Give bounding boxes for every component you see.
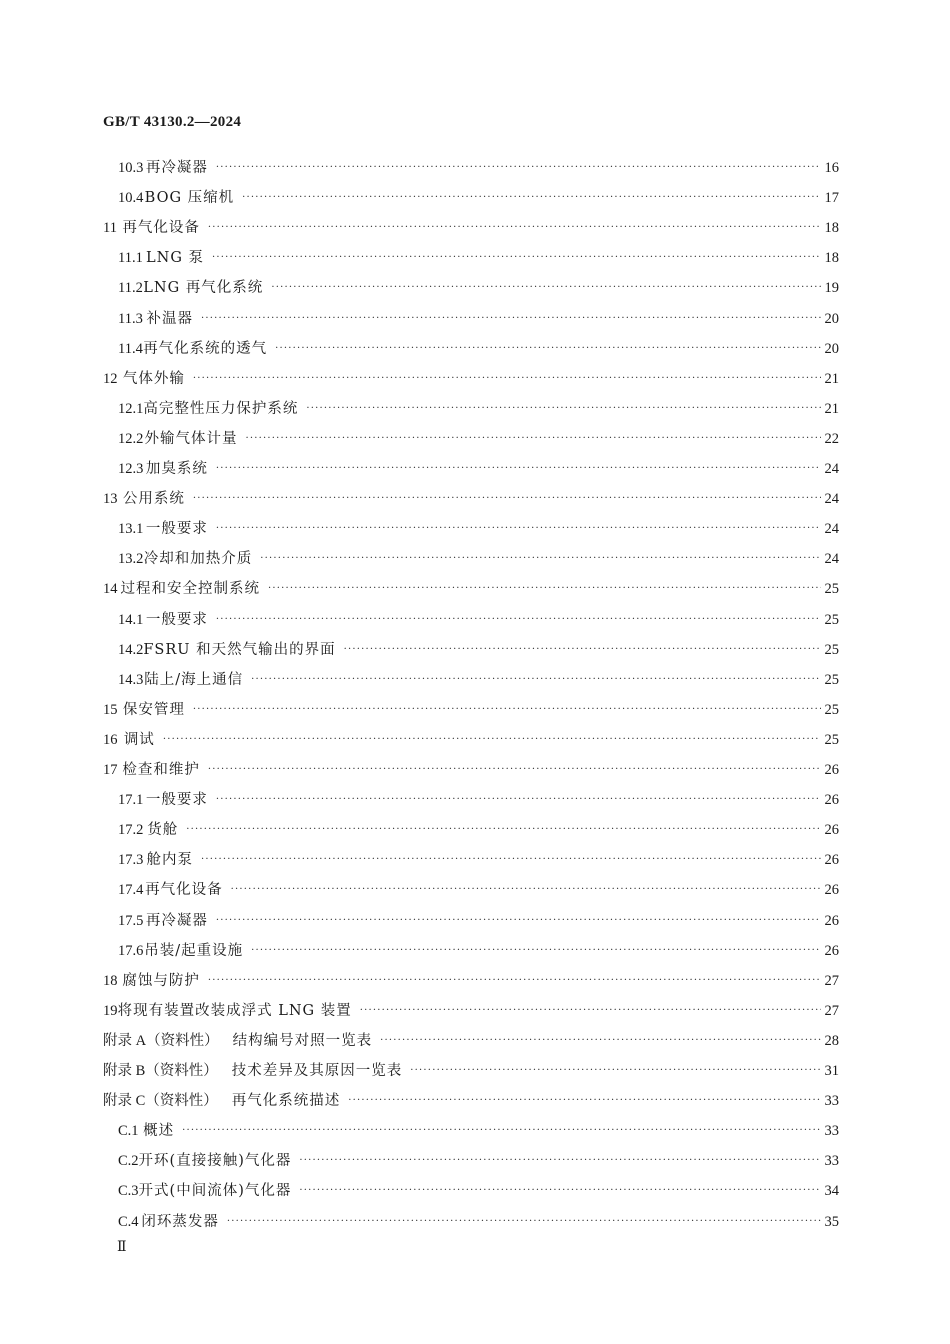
toc-leader-dots — [271, 273, 820, 303]
toc-entry-page: 24 — [824, 491, 839, 508]
toc-entry[interactable] — [118, 1146, 839, 1176]
toc-entry-number: 14.1 — [118, 611, 144, 628]
toc-entry-title: 开式(中间流体)气化器 — [138, 1183, 292, 1200]
toc-entry[interactable] — [103, 364, 839, 394]
toc-entry-number: 附录 A（资料性） — [103, 1032, 219, 1049]
toc-entry-number: 11.3 — [118, 310, 143, 327]
toc-entry-number: 13 — [103, 491, 118, 508]
toc-entry-title: 技术差异及其原因一览表 — [231, 1063, 403, 1079]
toc-entry[interactable] — [103, 725, 839, 755]
toc-leader-dots — [344, 635, 821, 665]
toc-entry-number: 18 — [103, 972, 118, 989]
toc-entry-number: 12.2 — [118, 430, 144, 447]
toc-entry-title: 保安管理 — [122, 701, 185, 718]
toc-entry-number: 15 — [103, 701, 118, 718]
toc-leader-dots — [163, 725, 820, 755]
toc-leader-dots — [268, 574, 821, 604]
toc-entry-number: 17 — [103, 762, 118, 778]
toc-entry[interactable] — [118, 304, 839, 334]
toc-entry-number: 11.4 — [118, 340, 143, 357]
toc-entry[interactable] — [118, 1176, 839, 1206]
toc-entry-title: 概述 — [143, 1123, 175, 1140]
toc-entry-title: 公用系统 — [122, 491, 185, 508]
toc-entry-page: 26 — [824, 762, 839, 778]
toc-entry[interactable] — [118, 906, 839, 936]
toc-entry-page: 24 — [824, 551, 839, 568]
toc-entry-page: 21 — [824, 370, 839, 387]
toc-entry-title: 再冷凝器 — [145, 912, 208, 929]
toc-entry-number: 12.3 — [118, 461, 144, 477]
toc-entry-number: 14 — [103, 581, 118, 598]
toc-entry[interactable] — [118, 514, 839, 544]
toc-entry[interactable] — [103, 484, 839, 514]
toc-entry-title: 货舱 — [147, 822, 179, 839]
toc-entry-number: 17.2 — [118, 822, 144, 839]
toc-entry-number: 17.1 — [118, 792, 144, 809]
toc-entry-number: 17.5 — [118, 912, 144, 929]
toc-entry[interactable] — [118, 544, 839, 574]
toc-entry-title: 外输气体计量 — [144, 430, 238, 447]
toc-entry-title: 再气化系统描述 — [231, 1093, 341, 1110]
toc-leader-dots — [245, 424, 820, 454]
toc-entry[interactable] — [118, 153, 839, 183]
toc-leader-dots — [193, 364, 821, 394]
toc-entry-page: 25 — [824, 611, 839, 628]
toc-entry-page: 33 — [824, 1153, 839, 1170]
toc-entry-number: 16 — [103, 731, 118, 748]
toc-entry-number: C.1 — [118, 1123, 139, 1140]
toc-entry-number: 10.3 — [118, 160, 144, 176]
toc-leader-dots — [275, 334, 820, 364]
toc-leader-dots — [260, 544, 820, 574]
toc-entry-number: 12.1 — [118, 400, 144, 417]
toc-entry-page: 17 — [824, 190, 839, 207]
toc-entry-number: 19 — [103, 1002, 118, 1019]
toc-leader-dots — [251, 665, 820, 695]
toc-leader-dots — [216, 153, 821, 183]
toc-entry-number: 11.2 — [118, 280, 143, 297]
toc-entry-number: 17.6 — [118, 942, 144, 959]
toc-leader-dots — [216, 906, 821, 936]
toc-entry[interactable] — [103, 213, 839, 243]
toc-leader-dots — [231, 875, 821, 905]
toc-entry-number: 10.4 — [118, 190, 144, 207]
toc-leader-dots — [182, 1116, 820, 1146]
toc-entry[interactable] — [103, 996, 839, 1026]
toc-entry-page: 25 — [824, 581, 839, 598]
toc-leader-dots — [208, 966, 821, 996]
toc-entry-title: 一般要求 — [145, 611, 208, 628]
toc-leader-dots — [216, 605, 821, 635]
toc-entry-title: 吊装/起重设施 — [144, 942, 244, 959]
toc-leader-dots — [242, 183, 820, 213]
toc-entry-number: 14.3 — [118, 671, 144, 688]
toc-leader-dots — [193, 695, 821, 725]
toc-entry-number: 13.1 — [118, 521, 144, 538]
toc-entry-title: 闭环蒸发器 — [141, 1213, 219, 1230]
toc-entry-title: 结构编号对照一览表 — [232, 1032, 373, 1049]
toc-entry[interactable] — [118, 845, 839, 875]
toc-entry-title: 再冷凝器 — [145, 160, 208, 176]
toc-entry-number: 14.2 — [118, 641, 144, 658]
toc-entry-page: 19 — [824, 280, 839, 297]
toc-leader-dots — [212, 243, 820, 273]
toc-entry-number: 附录 B（资料性） — [103, 1063, 218, 1079]
page-number: Ⅱ — [117, 1240, 127, 1255]
toc-entry[interactable] — [118, 605, 839, 635]
toc-entry-title: 检查和维护 — [122, 762, 200, 778]
toc-entry-number: 17.3 — [118, 852, 144, 869]
toc-entry-title: 一般要求 — [145, 792, 208, 809]
toc-leader-dots — [360, 996, 821, 1026]
toc-entry-number: C.4 — [118, 1213, 139, 1230]
toc-entry-page: 18 — [824, 250, 839, 267]
toc-entry-title: 腐蚀与防护 — [122, 972, 200, 989]
toc-leader-dots — [380, 1026, 820, 1056]
toc-entry[interactable] — [103, 695, 839, 725]
toc-entry-page: 25 — [824, 641, 839, 658]
toc-entry-page: 21 — [824, 400, 839, 417]
toc-entry-title: 再气化设备 — [122, 220, 200, 237]
toc-entry-page: 26 — [824, 822, 839, 839]
toc-entry-page: 26 — [824, 912, 839, 929]
toc-entry[interactable] — [118, 394, 839, 424]
toc-entry-number: 13.2 — [118, 551, 144, 568]
toc-entry[interactable] — [118, 936, 839, 966]
toc-entry-title: 舱内泵 — [146, 852, 194, 869]
toc-leader-dots — [216, 785, 821, 815]
toc-leader-dots — [299, 1176, 820, 1206]
toc-leader-dots — [208, 213, 821, 243]
toc-entry-title: 一般要求 — [145, 521, 208, 538]
toc-entry-title: 调试 — [123, 731, 155, 748]
toc-entry-title: 冷却和加热介质 — [143, 551, 253, 568]
toc-entry[interactable] — [118, 183, 839, 213]
toc-leader-dots — [251, 936, 820, 966]
toc-entry-page: 24 — [824, 461, 839, 477]
toc-entry-title: 再气化系统的透气 — [143, 340, 268, 357]
toc-entry-page: 16 — [824, 160, 839, 176]
toc-entry-title: 高完整性压力保护系统 — [143, 400, 299, 417]
toc-entry[interactable] — [103, 1086, 839, 1116]
toc-entry-title: 补温器 — [146, 310, 194, 327]
toc-leader-dots — [306, 394, 820, 424]
toc-entry-title: 将现有装置改装成浮式 LNG 装置 — [117, 1002, 352, 1019]
toc-entry-page: 27 — [824, 972, 839, 989]
toc-entry[interactable] — [103, 966, 839, 996]
toc-entry-number: 附录 C（资料性） — [103, 1093, 218, 1110]
toc-leader-dots — [201, 304, 820, 334]
toc-entry-page: 27 — [824, 1002, 839, 1019]
toc-entry-page: 25 — [824, 701, 839, 718]
toc-entry-number: 17.4 — [118, 882, 144, 899]
document-code: GB/T 43130.2—2024 — [103, 114, 242, 130]
toc-entry-page: 31 — [824, 1063, 839, 1079]
toc-entry-page: 26 — [824, 792, 839, 809]
toc-entry-number: C.3 — [118, 1183, 139, 1200]
toc-entry-title: 再气化设备 — [145, 882, 223, 899]
toc-entry-number: C.2 — [118, 1153, 139, 1170]
toc-entry[interactable] — [103, 755, 839, 785]
toc-leader-dots — [193, 484, 821, 514]
toc-entry-title: 加臭系统 — [145, 461, 208, 477]
toc-entry[interactable] — [118, 273, 839, 303]
toc-entry[interactable] — [118, 424, 839, 454]
toc-entry-title: 开环(直接接触)气化器 — [138, 1153, 292, 1170]
toc-entry-page: 28 — [824, 1032, 839, 1049]
toc-entry-title: LNG 泵 — [146, 250, 205, 267]
toc-entry-page: 20 — [824, 310, 839, 327]
toc-entry-page: 24 — [824, 521, 839, 538]
toc-entry-page: 26 — [824, 852, 839, 869]
toc-leader-dots — [208, 755, 821, 785]
toc-leader-dots — [227, 1207, 821, 1237]
toc-entry-page: 33 — [824, 1093, 839, 1110]
toc-entry[interactable] — [118, 1207, 839, 1237]
toc-entry-title: LNG 再气化系统 — [143, 280, 264, 297]
toc-entry[interactable] — [103, 574, 839, 604]
toc-leader-dots — [201, 845, 820, 875]
toc-entry-page: 34 — [824, 1183, 839, 1200]
toc-entry-title: FSRU 和天然气输出的界面 — [143, 641, 336, 658]
toc-entry[interactable] — [118, 334, 839, 364]
toc-entry-title: BOG 压缩机 — [144, 190, 235, 207]
toc-leader-dots — [348, 1086, 820, 1116]
toc-entry[interactable] — [103, 1056, 839, 1086]
toc-entry[interactable] — [118, 454, 839, 484]
toc-entry-page: 22 — [824, 430, 839, 447]
toc-entry-page: 18 — [824, 220, 839, 237]
toc-entry-title: 陆上/海上通信 — [144, 671, 244, 688]
toc-entry[interactable] — [118, 785, 839, 815]
toc-leader-dots — [410, 1056, 820, 1086]
toc-entry[interactable] — [118, 243, 839, 273]
toc-entry-page: 35 — [824, 1213, 839, 1230]
toc-entry[interactable] — [118, 1116, 839, 1146]
toc-entry-number: 12 — [103, 370, 118, 387]
toc-entry[interactable] — [118, 635, 839, 665]
toc-entry-page: 25 — [824, 731, 839, 748]
toc-entry[interactable] — [118, 815, 839, 845]
toc-entry[interactable] — [118, 875, 839, 905]
toc-entry-page: 33 — [824, 1123, 839, 1140]
toc-entry-page: 26 — [824, 882, 839, 899]
toc-leader-dots — [186, 815, 820, 845]
toc-entry-page: 20 — [824, 340, 839, 357]
toc-entry-page: 25 — [824, 671, 839, 688]
toc-leader-dots — [216, 454, 821, 484]
toc-leader-dots — [299, 1146, 820, 1176]
toc-entry-page: 26 — [824, 942, 839, 959]
toc-entry[interactable] — [103, 1026, 839, 1056]
toc-entry-title: 过程和安全控制系统 — [120, 581, 260, 598]
toc-entry-number: 11.1 — [118, 250, 143, 267]
toc-entry[interactable] — [118, 665, 839, 695]
toc-entry-title: 气体外输 — [122, 370, 185, 387]
toc-entry-number: 11 — [103, 220, 117, 237]
toc-leader-dots — [216, 514, 821, 544]
